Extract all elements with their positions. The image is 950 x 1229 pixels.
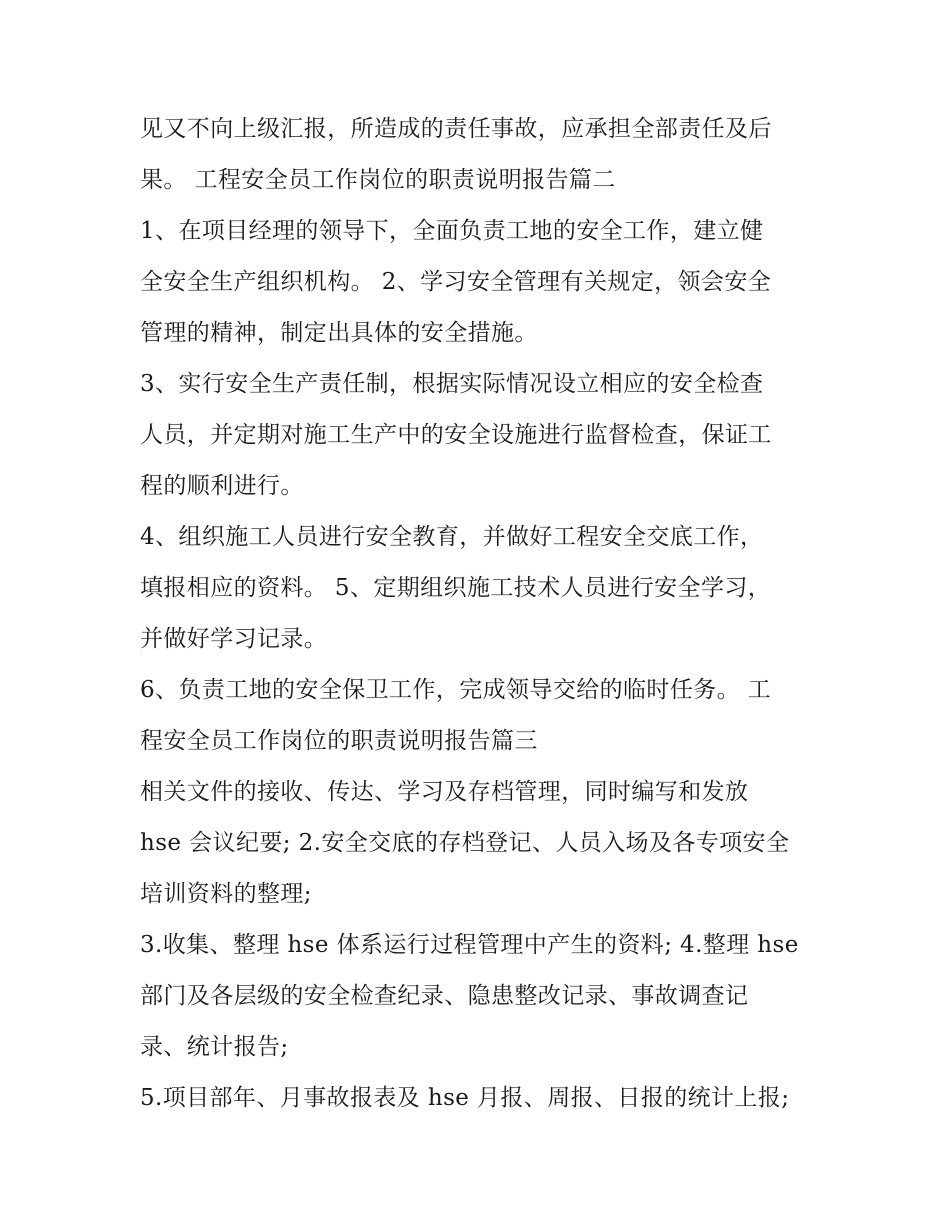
text-line: 果。 工程安全员工作岗位的职责说明报告篇二 (140, 167, 616, 193)
text-line: 管理的精神，制定出具体的安全措施。 (140, 320, 538, 346)
text-line: hse 会议纪要; 2.安全交底的存档登记、人员入场及各专项安全 (140, 830, 790, 856)
text-line: 培训资料的整理; (140, 881, 312, 907)
text-line: 填报相应的资料。 5、定期组织施工技术人员进行安全学习， (140, 575, 772, 601)
text-line: 人员，并定期对施工生产中的安全设施进行监督检查，保证工 (140, 422, 772, 448)
text-line: 部门及各层级的安全检查纪录、隐患整改记录、事故调查记 (140, 983, 749, 1009)
text-line: 6、负责工地的安全保卫工作，完成领导交给的临时任务。 工 (140, 677, 772, 703)
text-line: 4、组织施工人员进行安全教育，并做好工程安全交底工作， (140, 524, 764, 550)
text-line: 3、实行安全生产责任制，根据实际情况设立相应的安全检查 (140, 371, 764, 397)
document-body (140, 104, 820, 1124)
text-line: 见又不向上级汇报，所造成的责任事故，应承担全部责任及后 (140, 116, 772, 142)
text-line: 并做好学习记录。 (140, 626, 328, 652)
text-line: 相关文件的接收、传达、学习及存档管理，同时编写和发放 (140, 779, 749, 805)
text-line: 1、在项目经理的领导下，全面负责工地的安全工作，建立健 (140, 218, 764, 244)
text-line: 5.项目部年、月事故报表及 hse 月报、周报、日报的统计上报; (140, 1085, 790, 1111)
text-line: 3.收集、整理 hse 体系运行过程管理中产生的资料; 4.整理 hse (140, 932, 799, 958)
text-line: 程安全员工作岗位的职责说明报告篇三 (140, 728, 538, 754)
text-line: 录、统计报告; (140, 1034, 289, 1060)
text-line: 程的顺利进行。 (140, 473, 304, 499)
text-line: 全安全生产组织机构。 2、学习安全管理有关规定，领会安全 (140, 269, 772, 295)
